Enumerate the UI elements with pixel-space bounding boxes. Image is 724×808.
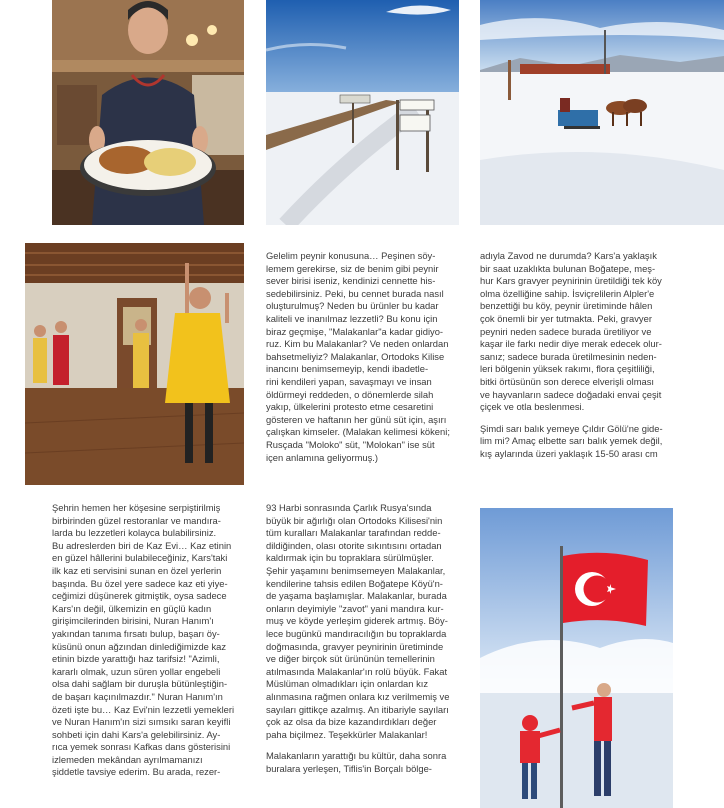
folk-dancers-photo xyxy=(25,243,244,485)
paragraph: Şimdi sarı balık yemeye Çıldır Gölü'ne gide- lim mi? Amaç elbette sarı balık yemek değil, kış aylarında üzeri yaklaşık 15-50 arası cm xyxy=(480,422,663,459)
text-column-middle-lower xyxy=(266,502,464,775)
paragraph: Malakanların yarattığı bu kültür, daha sonra buralara yerleşen, Tiflis'in Borçalı bölge- xyxy=(266,750,447,774)
text-column-right-upper xyxy=(480,250,680,461)
flag-children-photo xyxy=(480,508,673,808)
paragraph: 93 Harbi sonrasında Çarlık Rusya'sında büyük bir ağırlığı olan Ortodoks Kilisesi'nin tüm kuralları Malakanlar tarafından redde- dildiğinden, olası otorite sıkıntısını ortadan kaldırmak için bu topraklara sürülmüşler. Şehir yaşamını benimsemeyen Malakanlar, kendilerine tahsis edilen Boğatepe Köyü'n- de yaşama başlamışlar. Malakanlar, burada onların deyimiyle "zavot" yani mandıra kur- muş ve köyde yerleşim giderek artmış. Böy- lece bugünkü mandıracılığın bu topraklarda doğmasında, gravyer peynirinin üretiminde ve diğer birçok süt ürününün temellerinin atılmasında Malakanlar'ın rolü büyük. Fakat Müslüman olmadıkları için onlardan kız alınmasına rağmen onlara kız verilmemiş ve sayıları gittikçe azalmış. An itibariyle sayıları çok az olsa da bize kazandırdıkları değer paha biçilmez. Teşekkürler Malakanlar! xyxy=(266,502,450,740)
text-column-middle-upper xyxy=(266,250,462,464)
paragraph: Gelelim peynir konusuna… Peşinen söy- lemem gerekirse, siz de benim gibi peynir sever birisi iseniz, kendinizi cennette his- sedebilirsiniz. Peki, bu cennet burada nasıl oluşturulmuş? Neden bu ürünler bu kadar kaliteli ve inanılmaz lezzetli? Bu konu için biraz geçmişe, "Malakanlar"a kadar gidiyo- ruz. Kim bu Malakanlar? Ve neden onlardan bahsetmeliyiz? Malakanlar, Ortodoks Kilise inancını benimsemeyip, kendi ibadetle- rini kendileri yapan, savaşmayı ve insan öldürmeyi reddeden, o dönemlerde silah yakıp, ülkelerini protesto etme cesaretini gösteren ve haftanın her günü süt için, aşırı çalışkan kimseler. (Malakan kelimesi kökeni; Rusçada "Moloko" süt, "Molokan" ise süt içen anlamına geliyormuş.) xyxy=(266,250,450,463)
snow-road-signs-photo xyxy=(266,0,459,225)
horse-sleigh-photo xyxy=(480,0,724,225)
woman-with-dish-photo xyxy=(52,0,244,225)
paragraph: adıyla Zavod ne durumda? Kars'a yaklaşık bir saat uzaklıkta bulunan Boğatepe, meş- hur Kars gravyer peynirinin üretildiği tek köy olma özelliğine sahip. İsviçrelilerin Alpler'e benzettiği bu köy, peynir üretiminde hâlen çok önemli bir yer tutmakta. Peki, gravyer peyniri neden sadece burada üretiliyor ve kaşar ile farkı nedir diye merak edecek olur- sanız; sadece burada üretilmesinin neden- leri bölgenin yüksek rakımı, flora çeşitliliği, bitki örtüsünün son derece elverişli olması ve hayvanların sadece doğadaki envai çeşit çiçek ve otla beslenmesi. xyxy=(480,250,662,413)
paragraph: Şehrin hemen her köşesine serpiştirilmiş birbirinden güzel restoranlar ve mandıra- larda bu lezzetleri kolayca bulabilirsiniz. Bu adreslerden biri de Kaz Evi… Kaz etinin en güzel hâllerini bulabileceğiniz, Kars'taki ilk kaz eti servisini sunan en özel yerlerin başında. Bu özel yere sadece kaz eti yiye- ceğimizi düşünerek gitmiştik, oysa sadece Kars'ın değil, ülkemizin en güçlü kadın girişimcilerinden birisini, Nuran Hanım'ı yakından tanıma fırsatı bulup, başarı öy- küsünü onun ağzından dinlediğimizde kaz etinin bizde yarattığı haz tarifsiz! "Azimli, kararlı olmak, uzun süren yollar engebeli olsa dahi sağlam bir duruşla bütünleştiğin- de başarı kaçınılmazdır." Nuran Hanım'ın özeti işte bu… Kaz Evi'nin lezzetli yemekleri ve Nuran Hanım'ın sizi sımsıkı saran keyifli sohbeti için dahi Kars'a gelebilirsiniz. Ay- rıca yemek sonrası Kafkas dans gösterisini izlemeden mekândan ayrılmamanızı şiddetle tavsiye ederim. Bu arada, rezer- xyxy=(52,502,235,778)
text-column-left-lower xyxy=(52,502,250,779)
